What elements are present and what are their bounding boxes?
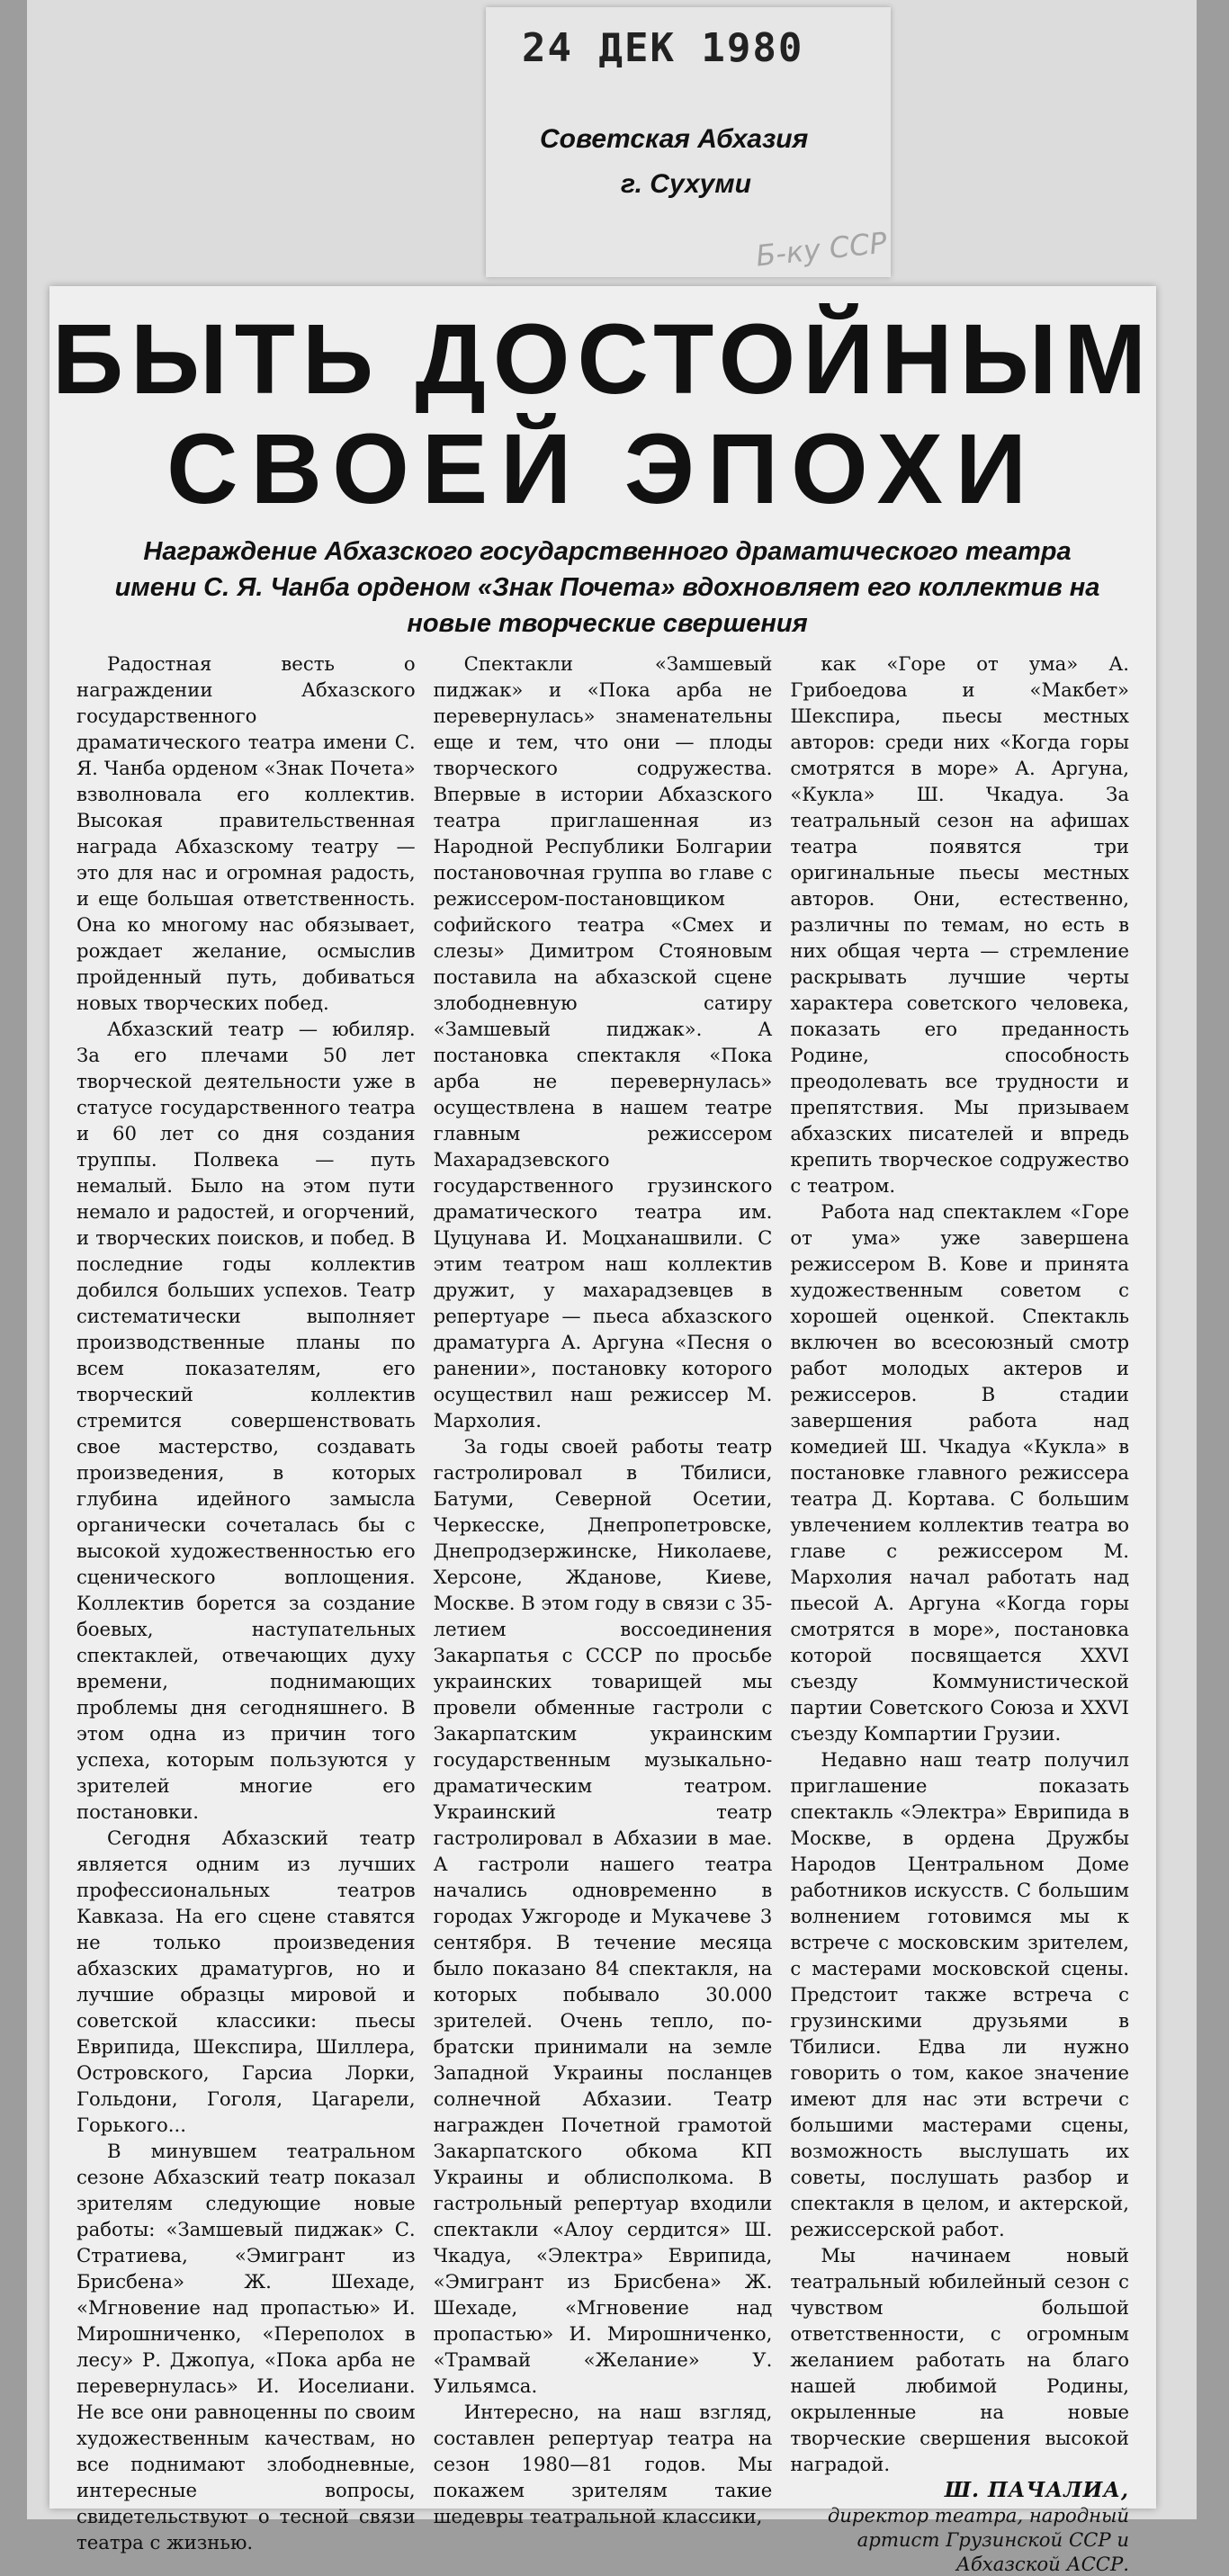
stamp-newspaper: Советская Абхазия	[540, 124, 809, 154]
paragraph: Интересно, на наш взгляд, составлен репертуар театра на сезон 1980—81 годов. Мы покажем зрителям такие шедевры театральной классики,	[433, 2401, 773, 2527]
paragraph: Сегодня Абхазский театр является одним из лучших профессиональных театров Кавказа. На его сцене ставятся не только произведения абхазских драматургов, но и лучшие образцы мировой и советской классики: пьесы Еврипида, Шекспира, Шиллера, Островского, Гарсиа Лорки, Гольдони, Гоголя, Цагарели, Горького...	[76, 1827, 416, 2136]
pencil-note: Б-ку ССР	[754, 225, 889, 274]
headline-line-2: СВОЕЙ ЭПОХИ	[166, 414, 1039, 525]
paragraph: Недавно наш театр получил приглашение показать спектакль «Электра» Еврипида в Москве, в ордена Дружбы Народов Центральном Доме работников искусств. С большим волнением готовимся мы к встрече с московским зрителем, с мастерами московской сцены. Предстоит также встреча с грузинскими друзьями в Тбилиси. Едва ли нужно говорить о том, какое значение имеют для нас эти встречи с большими мастерами сцены, возможность выслушать их советы, послушать разбор и спектакля в целом, и актерской, режиссерской работ.	[790, 1748, 1130, 2240]
paragraph: Абхазский театр — юбиляр. За его плечами 50 лет творческой деятельности уже в статусе государственного театра и 60 лет со дня создания труппы. Полвека — путь немалый. Было на этом пути немало и радостей, и огорчений, и творческих поисков, и побед. В последние годы коллектив добился больших успехов. Театр систематически выполняет производственные планы по всем показателям, его творческий коллектив стремится совершенствовать свое мастерство, создавать произведения, в которых глубина идейного замысла органически сочеталась бы с высокой художественностью его сценического воплощения. Коллектив борется за создание боевых, наступательных спектаклей, отвечающих духу времени, поднимающих проблемы дня сегодняшнего. В этом одна из причин того успеха, которым пользуются у зрителей многие его постановки.	[76, 1018, 416, 1823]
headline-line-1: БЫТЬ ДОСТОЙНЫМ	[51, 304, 1154, 415]
paragraph: В минувшем театральном сезоне Абхазский театр показал зрителям следующие новые работы: «Замшевый пиджак» С. Стратиева, «Эмигрант из Брисбена» Ж. Шехаде, «Мгновение над пропастью» И. Мирошниченко, «Переполох в лесу» Р. Джопуа, «Пока арба не перевернулась» И. Иоселиани. Не все они равноценны по своим художественным качествам, но все поднимают злободневные, интересные вопросы, свидетельствуют о тесной связи театра с жизнью.	[76, 2140, 416, 2554]
paragraph: Радостная весть о награждении Абхазского государственного драматического театра имени С. Я. Чанба орденом «Знак Почета» взволновала его коллектив. Высокая правительственная награда Абхазскому театру — это для нас и огромная радость, и еще большая ответственность. Она ко многому нас обязывает, рождает желание, осмыслив пройденный путь, добиваться новых творческих побед.	[76, 652, 416, 1014]
column-3	[790, 651, 1130, 2575]
paragraph: как «Горе от ума» А. Грибоедова и «Макбет» Шекспира, пьесы местных авторов: среди них «Когда горы смотрятся в море» А. Аргуна, «Кукла» Ш. Чкадуа. За театральный сезон на афишах театра появятся три оригинальные пьесы местных авторов. Они, естественно, различны по темам, но есть в них общая черта — стремление раскрывать лучшие черты характера советского человека, показать его преданность Родине, способность преодолевать все трудности и препятствия. Мы призываем абхазских писателей и впредь крепить творческое содружество с театром.	[790, 652, 1130, 1197]
stamp-date: 24 ДЕК 1980	[522, 25, 804, 71]
author-title: директор театра, народный артист Грузинской ССР и Абхазской АССР.	[827, 2504, 1130, 2575]
column-1	[76, 651, 416, 2554]
author-signature: Ш. ПАЧАЛИА,	[944, 2478, 1130, 2502]
paragraph: Работа над спектаклем «Горе от ума» уже завершена режиссером В. Кове и принята художественным советом с хорошей оценкой. Спектакль включен во всесоюзный смотр работ молодых актеров и режиссеров. В стадии завершения работа над комедией Ш. Чкадуа «Кукла» в постановке главного режиссера театра Д. Кортава. С большим увлечением коллектив театра во главе с режиссером М. Мархолия начал работать над пьесой А. Аргуна «Когда горы смотрятся в море», постановка которой посвящается XXVI съезду Коммунистической партии Советского Союза и XXVI съезду Компартии Грузии.	[790, 1200, 1130, 1745]
clipping-stamp	[486, 7, 891, 277]
paragraph: Мы начинаем новый театральный юбилейный сезон с чувством большой ответственности, с огромным желанием работать на благо нашей любимой Родины, окрыленные на новые творческие свершения высокой наградой.	[790, 2244, 1130, 2475]
stamp-city: г. Сухуми	[621, 169, 751, 199]
newspaper-clipping	[49, 286, 1156, 2575]
subheadline: Награждение Абхазского государственного драматического театра имени С. Я. Чанба орденом «Знак Почета» вдохновляет его коллектив на новые творческие свершения	[114, 537, 1100, 638]
column-2	[433, 651, 773, 2527]
paragraph: За годы своей работы театр гастролировал в Тбилиси, Батуми, Северной Осетии, Черкесске, Днепропетровске, Днепродзержинске, Николаеве, Херсоне, Жданове, Киеве, Москве. В этом году в связи с 35-летием воссоединения Закарпатья с СССР по просьбе украинских товарищей мы провели обменные гастроли с Закарпатским украинским государственным музыкально-драматическим театром. Украинский театр гастролировал в Абхазии в мае. А гастроли нашего театра начались одновременно в городах Ужгороде и Мукачеве 3 сентября. В течение месяца было показано 84 спектакля, на которых побывало 30.000 зрителей. Очень тепло, по-братски принимали на земле Западной Украины посланцев солнечной Абхазии. Театр награжден Почетной грамотой Закарпатского обкома КП Украины и облисполкома. В гастрольный репертуар входили спектакли «Алоу сердится» Ш. Чкадуа, «Электра» Еврипида, «Эмигрант из Брисбена» Ж. Шехаде, «Мгновение над пропастью» И. Мирошниченко, «Трамвай «Желание» У. Уильямса.	[433, 1435, 773, 2397]
article-body	[76, 651, 1130, 2575]
paragraph: Спектакли «Замшевый пиджак» и «Пока арба не перевернулась» знаменательны еще и тем, что они — плоды творческого содружества. Впервые в истории Абхазского театра приглашенная из Народной Республики Болгарии постановочная группа во главе с режиссером-постановщиком софийского театра «Смех и слезы» Димитром Стояновым поставила на абхазской сцене злободневную сатиру «Замшевый пиджак». А постановка спектакля «Пока арба не перевернулась» осуществлена в нашем театре главным режиссером Махарадзевского государственного грузинского драматического театра им. Цуцунава И. Моцханашвили. С этим театром наш коллектив дружит, у махарадзевцев в репертуаре — пьеса абхазского драматурга А. Аргуна «Песня о ранении», постановку которого осуществил наш режиссер М. Мархолия.	[433, 652, 773, 1432]
